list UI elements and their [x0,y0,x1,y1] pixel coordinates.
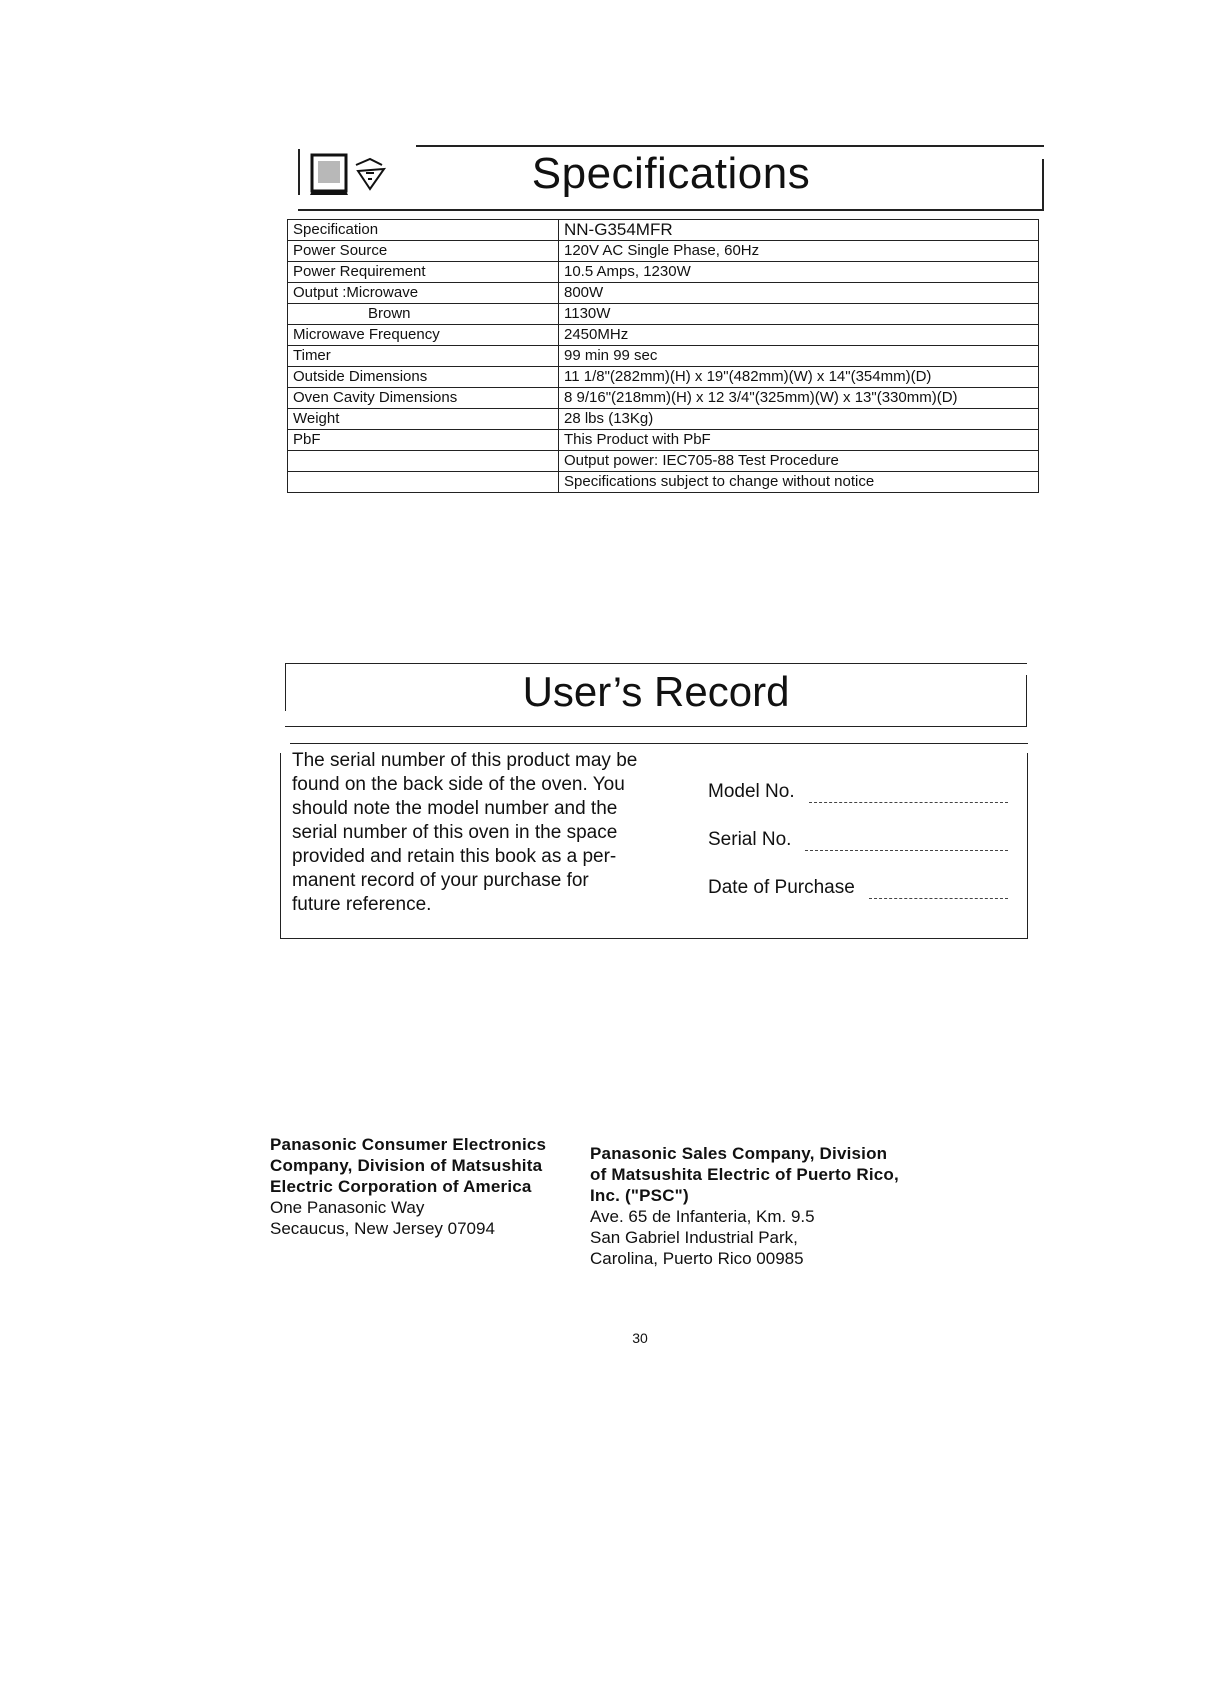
spec-label: Output :Microwave [288,283,559,304]
address-line: San Gabriel Industrial Park, [590,1228,798,1247]
address-line: Inc. ("PSC") [590,1186,689,1205]
users-record-instructions [292,749,672,917]
address-line: Panasonic Sales Company, Division [590,1144,888,1163]
model-number-field [708,779,1008,803]
table-row [288,325,1039,346]
page-number: 30 [632,1330,648,1346]
instruction-line: manent record of your purchase for [292,870,589,891]
spec-label [288,472,559,493]
table-row [288,430,1039,451]
instruction-line: should note the model number and the [292,798,618,819]
spec-label: Power Source [288,241,559,262]
model-number-blank [809,788,1008,803]
spec-label: Oven Cavity Dimensions [288,388,559,409]
date-of-purchase-blank [869,884,1008,899]
table-row [288,451,1039,472]
table-row [288,346,1039,367]
specifications-header [298,145,1044,211]
users-record-box [280,743,1028,939]
specifications-table [287,219,1039,493]
spec-value: 2450MHz [559,325,1039,346]
instruction-line: found on the back side of the oven. You [292,774,625,795]
spec-label: Power Requirement [288,262,559,283]
spec-value: 1130W [559,304,1039,325]
serial-number-label: Serial No. [708,829,792,850]
address-line: Secaucus, New Jersey 07094 [270,1219,495,1238]
date-of-purchase-label: Date of Purchase [708,877,855,898]
address-line: Panasonic Consumer Electronics [270,1135,547,1154]
spec-note: Specifications subject to change without notice [559,472,1039,493]
address-line: Electric Corporation of America [270,1177,532,1196]
serial-number-field [708,827,1008,851]
address-line: of Matsushita Electric of Puerto Rico, [590,1165,899,1184]
table-row [288,220,1039,241]
table-row [288,409,1039,430]
spec-value: 99 min 99 sec [559,346,1039,367]
address-line: One Panasonic Way [270,1198,425,1217]
header-top-rule [416,145,1044,147]
spec-value: 120V AC Single Phase, 60Hz [559,241,1039,262]
spec-value: 800W [559,283,1039,304]
spec-value: 28 lbs (13Kg) [559,409,1039,430]
table-row [288,367,1039,388]
table-row [288,241,1039,262]
serial-number-blank [805,836,1008,851]
spec-label: Microwave Frequency [288,325,559,346]
box-right-rule [1027,753,1028,939]
table-row [288,304,1039,325]
table-row [288,283,1039,304]
box-top-rule [290,743,1028,744]
box-bottom-rule [280,938,1028,939]
spec-label: PbF [288,430,559,451]
users-record-fields [708,779,1008,923]
spec-value: 10.5 Amps, 1230W [559,262,1039,283]
specifications-title: Specifications [531,149,811,198]
spec-label: Timer [288,346,559,367]
instruction-line: future reference. [292,894,432,915]
spec-label: Weight [288,409,559,430]
spec-label: Outside Dimensions [288,367,559,388]
address-line: Company, Division of Matsushita [270,1156,543,1175]
model-number-label: Model No. [708,781,795,802]
date-of-purchase-field [708,875,1008,899]
users-record-title: User’s Record [522,668,790,715]
box-left-rule [280,753,281,939]
table-row [288,472,1039,493]
spec-note: Output power: IEC705-88 Test Procedure [559,451,1039,472]
address-line: Ave. 65 de Infanteria, Km. 9.5 [590,1207,815,1226]
spec-value: 8 9/16"(218mm)(H) x 12 3/4"(325mm)(W) x 13"(330mm)(D) [559,388,1039,409]
header-top-rule [285,663,1027,664]
users-record-header [285,663,1027,727]
spec-value: NN-G354MFR [559,220,1039,241]
instruction-line: provided and retain this book as a per- [292,846,617,867]
instruction-line: The serial number of this product may be [292,750,638,771]
table-row [288,262,1039,283]
spec-label [288,451,559,472]
header-bottom-rule [285,726,1027,727]
spec-label: Brown [288,304,559,325]
address-line: Carolina, Puerto Rico 00985 [590,1249,804,1268]
table-row [288,388,1039,409]
address-consumer-electronics [270,1134,590,1239]
spec-value: 11 1/8"(282mm)(H) x 19"(482mm)(W) x 14"(354mm)(D) [559,367,1039,388]
spec-label: Specification [288,220,559,241]
instruction-line: serial number of this oven in the space [292,822,618,843]
spec-value: This Product with PbF [559,430,1039,451]
address-sales-company [590,1143,950,1269]
header-bottom-rule [298,209,1044,211]
